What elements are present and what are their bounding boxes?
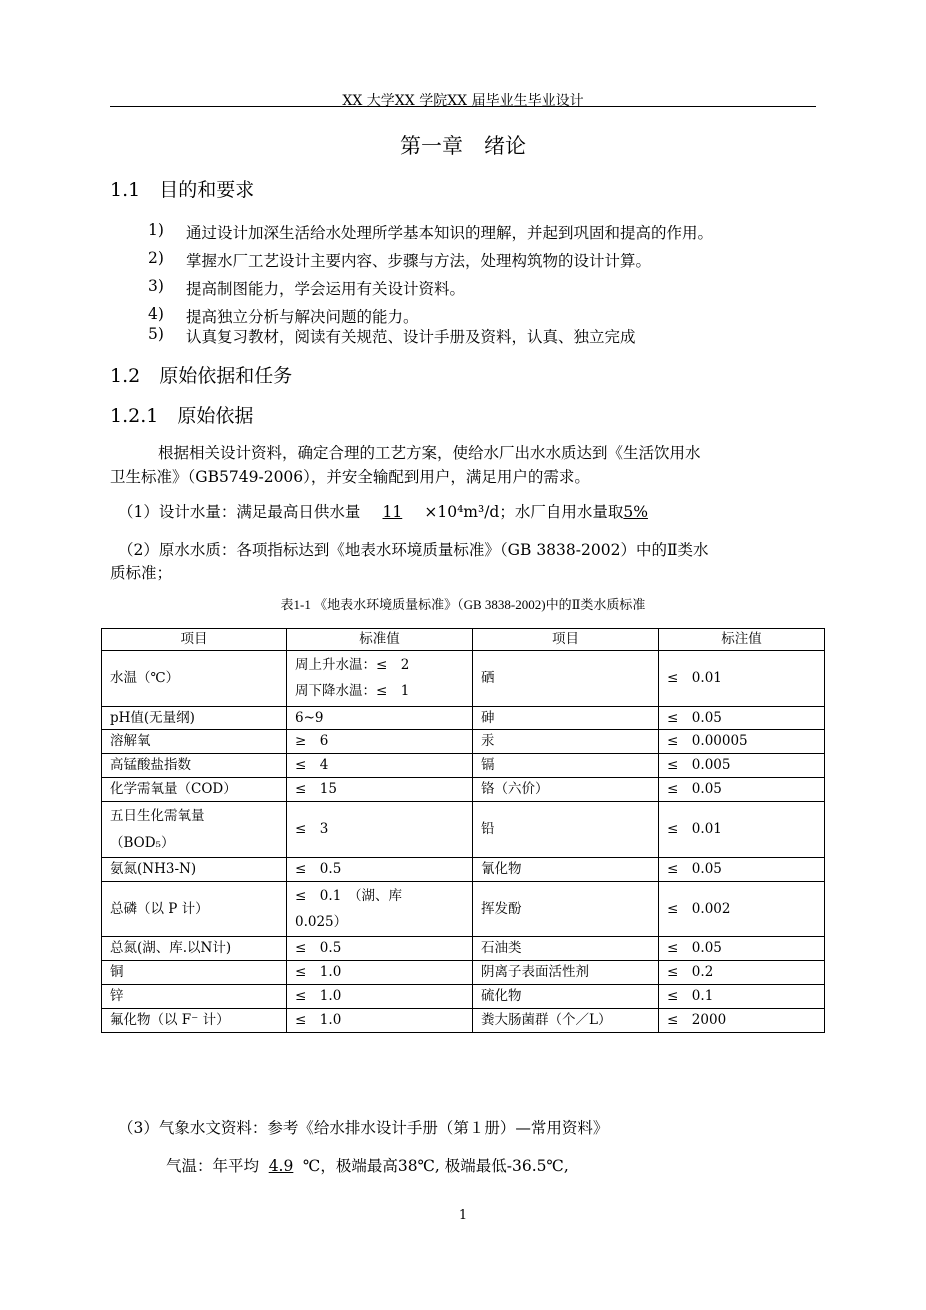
cell-text-line: 锌 [110,988,124,1005]
list-item [148,221,714,242]
header-rule [110,106,816,107]
table-caption: 表1-1 《地表水环境质量标准》（GB 3838-2002)中的Ⅱ类水质标准 [280,597,646,612]
cell-text-line: 汞 [481,733,495,750]
cell-text-line: ≤ 0.05 [667,781,722,798]
cell-text-line: （BOD₅） [110,834,175,851]
standard-value-cell [287,730,473,754]
table-row [102,857,825,881]
standard-value-cell [659,857,825,881]
standard-value-cell [287,937,473,961]
section-1-2-heading: 1.2 原始依据和任务 [110,365,293,387]
temperature-average: 4.9 [268,1157,294,1175]
standard-value-cell [287,1009,473,1033]
design-water-value: 11 [382,503,403,521]
parameter-cell [473,881,659,937]
cell-text-line: ≤ 4 [295,757,329,774]
list-item-number: 4) [148,305,164,323]
standard-value-cell [287,881,473,937]
parameter-cell [473,650,659,706]
raw-water-line1: （2）原水水质：各项指标达到《地表水环境质量标准》（GB 3838-2002）中的Ⅱ类水 [118,541,709,559]
standard-value-cell [659,1009,825,1033]
table-row [102,754,825,778]
cell-text-line: 铬（六价） [481,781,549,798]
list-item [148,325,636,346]
list-item-text: 认真复习教材，阅读有关规范、设计手册及资料，认真、独立完成 [186,328,636,346]
parameter-cell [102,857,287,881]
standard-value-cell [659,802,825,858]
cell-text-line: 6~9 [295,709,324,726]
list-item-number: 1) [148,221,164,239]
column-header: 标注值 [659,629,825,651]
table-header-row [102,629,825,651]
table-row [102,961,825,985]
cell-text-line: ≤ 0.05 [667,860,722,877]
cell-text-line: 氰化物 [481,860,522,877]
cell-text-line: ≤ 3 [295,821,329,838]
design-water-prefix: （1）设计水量：满足最高日供水量 [118,503,361,521]
parameter-cell [102,802,287,858]
standard-value-cell [659,961,825,985]
parameter-cell [102,754,287,778]
cell-text-line: 高锰酸盐指数 [110,757,191,774]
parameter-cell [102,778,287,802]
cell-text-line: 总氮(湖、库.以N计) [110,940,232,957]
chapter-title: 第一章 绪论 [400,134,526,158]
cell-text-line: ≤ 0.01 [667,821,722,838]
page-number: 1 [458,1208,468,1223]
standard-value-cell [287,857,473,881]
cell-text-line: 粪大肠菌群（个／L） [481,1012,612,1029]
standard-value-cell [659,706,825,730]
cell-text-line: ≤ 2000 [667,1012,727,1029]
list-item-text: 通过设计加深生活给水处理所学基本知识的理解，并起到巩固和提高的作用。 [186,224,714,242]
parameter-cell [102,706,287,730]
parameter-cell [473,706,659,730]
cell-text-line: 化学需氧量（COD） [110,781,237,798]
standard-value-cell [659,985,825,1009]
cell-text-line: ≤ 0.1 [667,988,714,1005]
cell-text-line: 氟化物（以 F⁻ 计） [110,1012,230,1029]
cell-text-line: ≤ 0.2 [667,964,714,981]
cell-text-line: ≤ 1.0 [295,988,342,1005]
list-item [148,305,419,326]
standard-value-cell [287,802,473,858]
cell-text-line: ≤ 0.5 [295,860,342,877]
parameter-cell [473,961,659,985]
cell-text-line: ≤ 0.005 [667,757,731,774]
cell-text-line: ≤ 0.002 [667,900,731,917]
standard-value-cell [659,937,825,961]
design-water-line [118,500,648,522]
meteo-hydro-line: （3）气象水文资料：参考《给水排水设计手册（第１册）—常用资料》 [118,1119,609,1137]
table-row [102,802,825,858]
cell-text-line: 铅 [481,821,495,838]
list-item-number: 3) [148,277,164,295]
standard-value-cell [659,778,825,802]
cell-text-line: 镉 [481,757,495,774]
raw-water-line2: 质标准； [110,564,173,582]
column-header: 项目 [102,629,287,651]
column-header: 标准值 [287,629,473,651]
temperature-prefix: 气温：年平均 [166,1157,260,1175]
cell-text-line: ≥ 6 [295,733,329,750]
cell-text-line: ≤ 1.0 [295,1012,342,1029]
cell-text-line: 石油类 [481,940,522,957]
standard-value-cell [287,961,473,985]
cell-text-line: 挥发酚 [481,900,522,917]
cell-text-line: ≤ 15 [295,781,337,798]
parameter-cell [102,1009,287,1033]
list-item-number: 5) [148,325,164,343]
list-item-number: 2) [148,249,164,267]
parameter-cell [102,650,287,706]
cell-text-line: pH值(无量纲) [110,709,195,726]
cell-text-line: 总磷（以 P 计） [110,900,209,917]
standard-value-cell [287,706,473,730]
list-item-text: 掌握水厂工艺设计主要内容、步骤与方法，处理构筑物的设计计算。 [186,252,652,270]
list-item-text: 提高制图能力，学会运用有关设计资料。 [186,280,466,298]
cell-text-line: ≤ 0.01 [667,669,722,686]
cell-text-line: 周下降水温：≤ 1 [295,683,410,700]
standard-value-cell [287,985,473,1009]
cell-text-line: ≤ 0.05 [667,709,722,726]
standard-value-cell [659,730,825,754]
temperature-suffix: ℃，极端最高38℃, 极端最低-36.5℃, [303,1157,569,1175]
parameter-cell [102,881,287,937]
table-row [102,937,825,961]
cell-text-line: 溶解氧 [110,733,151,750]
parameter-cell [473,1009,659,1033]
table-row [102,706,825,730]
standard-value-cell [659,650,825,706]
standard-value-cell [659,754,825,778]
standard-value-cell [659,881,825,937]
table-row [102,778,825,802]
list-item [148,277,466,298]
list-item [148,249,652,270]
intro-paragraph-line1: 根据相关设计资料，确定合理的工艺方案，使给水厂出水水质达到《生活饮用水 [158,444,701,462]
standard-value-cell [287,650,473,706]
table-row [102,1009,825,1033]
cell-text-line: ≤ 0.5 [295,940,342,957]
water-quality-table [101,628,825,1033]
standard-value-cell [287,754,473,778]
intro-paragraph-line2: 卫生标准》（GB5749-2006），并安全输配到用户，满足用户的需求。 [110,468,590,486]
section-1-1-heading: 1.1 目的和要求 [110,179,255,201]
table-row [102,881,825,937]
page-header: XX 大学XX 学院XX 届毕业生毕业设计 [342,93,584,109]
cell-text-line: 砷 [481,709,495,726]
column-header: 项目 [473,629,659,651]
cell-text-line: 水温（℃） [110,669,180,686]
parameter-cell [473,857,659,881]
cell-text-line: 硫化物 [481,988,522,1005]
cell-text-line: ≤ 1.0 [295,964,342,981]
parameter-cell [102,985,287,1009]
self-use-ratio: 5% [623,503,648,521]
cell-text-line: ≤ 0.1 （湖、库 [295,887,403,904]
cell-text-line: ≤ 0.00005 [667,733,748,750]
design-water-unit: ×10⁴m³/d；水厂自用水量取 [424,503,624,521]
table-row [102,650,825,706]
list-item-text: 提高独立分析与解决问题的能力。 [186,308,419,326]
parameter-cell [102,937,287,961]
cell-text-line: ≤ 0.05 [667,940,722,957]
section-1-2-1-heading: 1.2.1 原始依据 [110,405,254,427]
cell-text-line: 周上升水温：≤ 2 [295,656,410,673]
parameter-cell [473,778,659,802]
temperature-line [166,1154,569,1176]
table-row [102,985,825,1009]
cell-text-line: 硒 [481,669,495,686]
standard-value-cell [287,778,473,802]
cell-text-line: 阴离子表面活性剂 [481,964,589,981]
table-row [102,730,825,754]
parameter-cell [473,754,659,778]
parameter-cell [102,961,287,985]
parameter-cell [473,937,659,961]
parameter-cell [473,802,659,858]
cell-text-line: 铜 [110,964,124,981]
parameter-cell [473,730,659,754]
parameter-cell [473,985,659,1009]
cell-text-line: 0.025） [295,914,348,931]
cell-text-line: 五日生化需氧量 [110,808,205,825]
cell-text-line: 氨氮(NH3-N) [110,860,197,877]
parameter-cell [102,730,287,754]
